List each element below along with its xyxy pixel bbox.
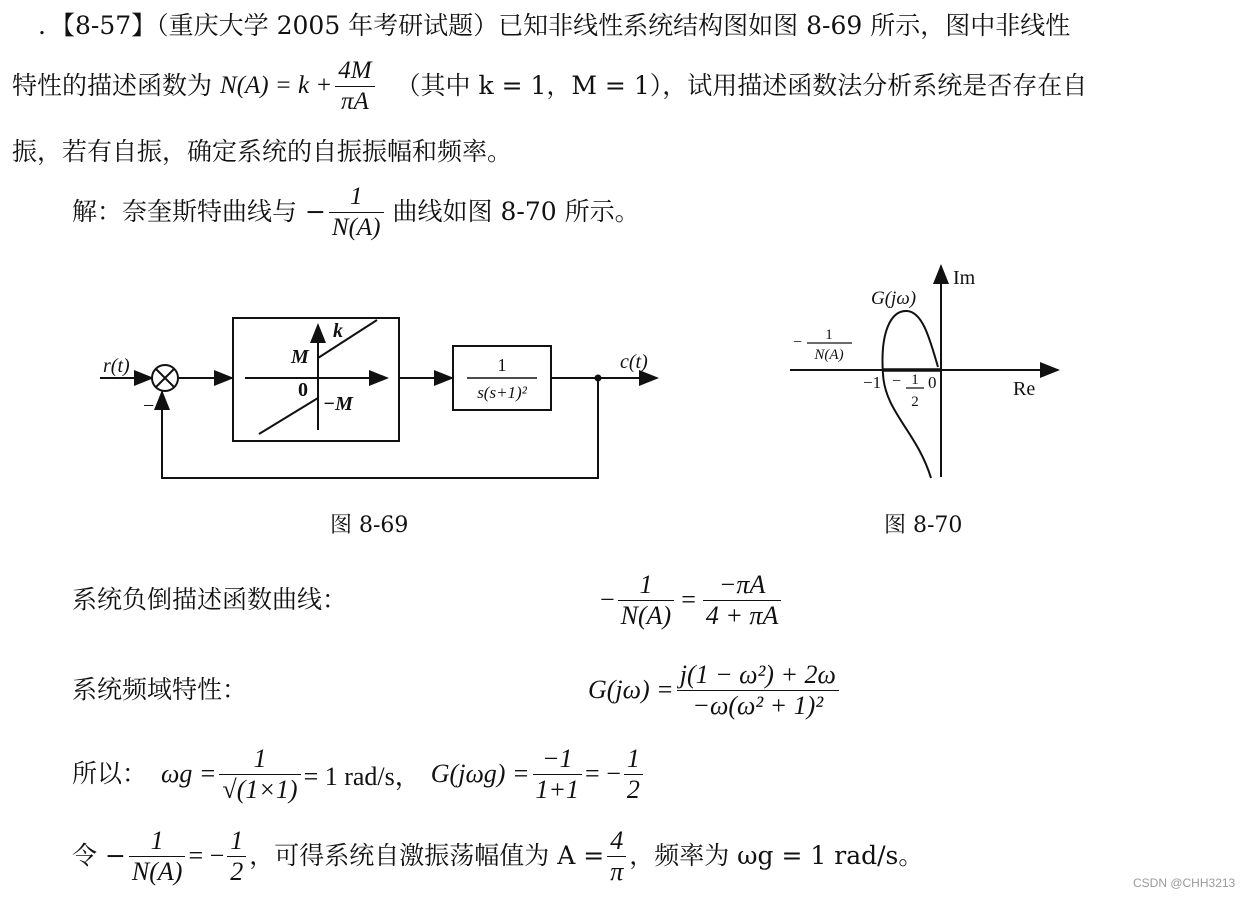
let-numerator-2: 1 (227, 826, 246, 857)
neg-inv-df-numerator: 1 (825, 327, 833, 343)
origin-label: 0 (298, 379, 308, 401)
describing-function-lhs: N(A) = k + (220, 72, 333, 99)
neg-inv-df-label: 系统负倒描述函数曲线： (72, 585, 348, 614)
im-axis-label: Im (953, 267, 976, 289)
input-label: r(t) (103, 355, 130, 377)
figure-8-69-caption: 图 8-69 (330, 513, 409, 538)
freq-denominator: −ω(ω² + 1)² (692, 690, 824, 720)
freq-response-label: 系统频域特性： (72, 675, 248, 704)
solution-intro-prefix: 解：奈奎斯特曲线与 − (72, 197, 326, 226)
amplitude-fraction (607, 826, 626, 887)
let-denominator-2: 2 (230, 856, 244, 886)
problem-line-1: 【8-57】（重庆大学 2005 年考研试题）已知非线性系统结构图如图 8-69 所示，图中非线性 (50, 11, 1071, 40)
neg-inv-df-denominator: N(A) (814, 347, 844, 363)
freq-numerator: j(1 − ω²) + 2ω (677, 660, 839, 691)
conclusion-equation (72, 818, 923, 894)
tick-half-denominator: 2 (911, 394, 919, 410)
gwg-equals: = − (585, 759, 621, 788)
g-jw-label: G(jω) (871, 288, 917, 309)
describing-function-numerator: 4M (335, 56, 374, 87)
tick-minus-one: −1 (863, 373, 882, 392)
wg-fraction (219, 744, 300, 805)
describing-function-fraction (335, 56, 374, 117)
let-fraction-2 (227, 826, 246, 887)
neg-inv-df-minus: − (793, 334, 803, 351)
gwg-numerator-2: 1 (624, 744, 643, 775)
wg-lhs: ωg = (161, 759, 217, 788)
neg-inv-rhs-denominator: 4 + πA (705, 600, 779, 630)
neg-inv-rhs-fraction (703, 570, 781, 631)
neg-inv-lhs-denominator: N(A) (620, 600, 672, 630)
neg-inv-df-equation (600, 564, 784, 636)
freq-fraction (677, 660, 839, 721)
plant-denominator: s(s+1)² (477, 383, 527, 402)
intro-fraction (329, 182, 384, 243)
minus-sign: − (143, 395, 155, 417)
nyquist-curve (883, 311, 938, 478)
tick-half-minus: − (892, 373, 902, 390)
let-numerator: 1 (129, 826, 186, 857)
so-label: 所以： (72, 759, 148, 788)
freq-response-equation (588, 652, 842, 728)
neg-inv-lhs-numerator: 1 (618, 570, 675, 601)
wg-denominator: √(1×1) (222, 774, 298, 804)
describing-function-denominator: πA (340, 87, 369, 115)
upper-level-label: M (291, 346, 309, 368)
crossover-equation (72, 736, 646, 812)
slope-label: k (333, 320, 343, 342)
intro-numerator: 1 (329, 182, 384, 213)
solution-intro-suffix: 曲线如图 8-70 所示。 (392, 197, 640, 226)
re-axis-label: Re (1013, 378, 1036, 400)
let-denominator: N(A) (131, 856, 183, 886)
problem-line-2 (12, 50, 1087, 122)
tick-half-numerator: 1 (911, 372, 919, 388)
wg-numerator: 1 (219, 744, 300, 775)
neg-inv-rhs-numerator: −πA (703, 570, 781, 601)
output-label: c(t) (620, 351, 648, 373)
problem-line-2-suffix: （其中 k = 1，M = 1），试用描述函数法分析系统是否存在自 (395, 71, 1088, 100)
let-end-text: ，频率为 ωg = 1 rad/s。 (629, 841, 924, 870)
gwg-fraction (533, 744, 583, 805)
problem-line-2-prefix: 特性的描述函数为 (12, 71, 213, 100)
neg-inv-lhs-fraction (618, 570, 675, 631)
figure-8-69-block-diagram (95, 300, 675, 490)
problem-line-3: 振，若有自振，确定系统的自振振幅和频率。 (12, 137, 513, 166)
gwg-numerator: −1 (533, 744, 583, 775)
intro-denominator: N(A) (331, 213, 381, 241)
gwg-fraction-2 (624, 744, 643, 805)
let-label: 令 − (72, 841, 126, 870)
amplitude-numerator: 4 (607, 826, 626, 857)
let-equals: = − (188, 841, 225, 870)
let-middle-text: ，可得系统自激振荡幅值为 A = (249, 841, 605, 870)
amplitude-denominator: π (610, 856, 624, 886)
figure-8-70-nyquist-plot (785, 262, 1075, 487)
freq-lhs: G(jω) = (588, 675, 674, 704)
gwg-denominator: 1+1 (535, 774, 580, 804)
let-fraction (129, 826, 186, 887)
solution-intro (72, 176, 640, 248)
lower-level-label: −M (323, 393, 353, 415)
bullet-dot: . (38, 11, 46, 40)
nonlinear-block (233, 318, 399, 441)
tick-zero: 0 (928, 373, 937, 392)
wg-rhs: = 1 rad/s， (303, 761, 421, 791)
figure-8-70-caption: 图 8-70 (884, 513, 963, 538)
neg-inv-equals: = (681, 585, 696, 614)
plant-numerator: 1 (497, 355, 507, 375)
neg-inv-lhs-minus: − (600, 585, 615, 614)
gwg-lhs: G(jωg) = (430, 759, 530, 788)
gwg-denominator-2: 2 (626, 774, 640, 804)
watermark: CSDN @CHH3213 (1133, 876, 1236, 890)
